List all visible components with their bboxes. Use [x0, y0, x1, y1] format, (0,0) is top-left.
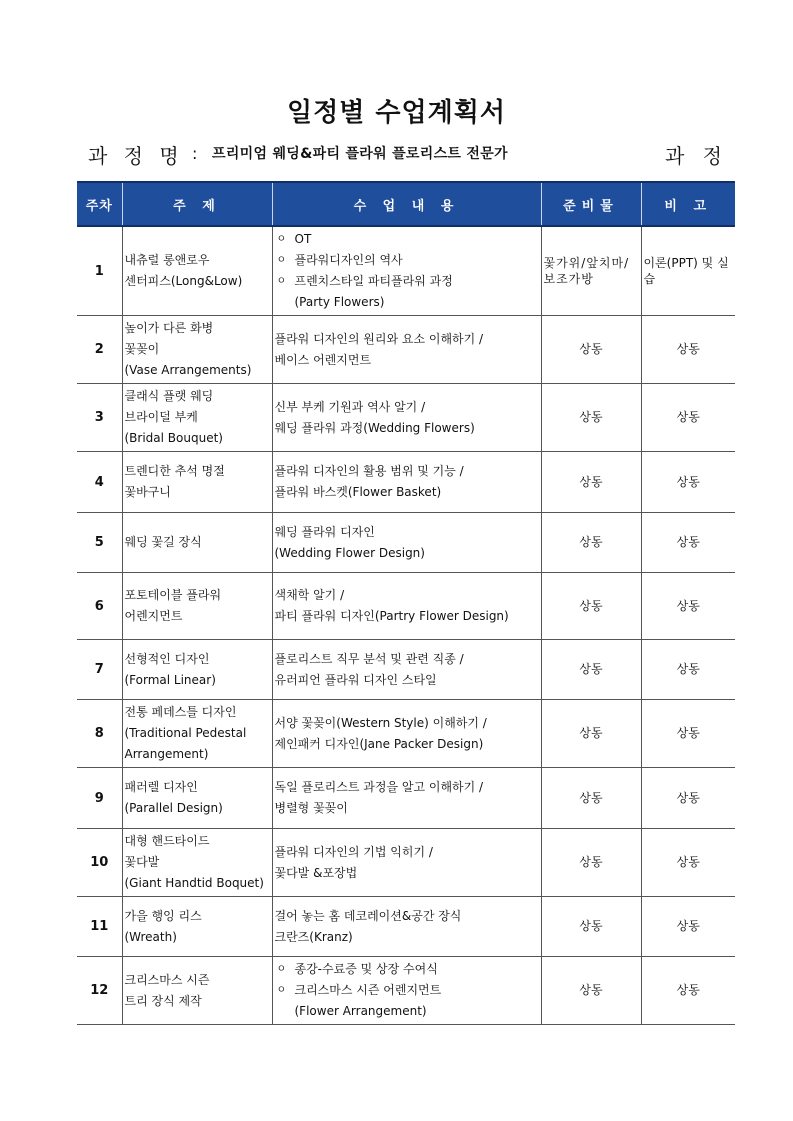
content-line: 플라워 디자인의 원리와 요소 이해하기 /: [274, 331, 484, 346]
content-continuation: (Flower Arrangement): [294, 1004, 427, 1018]
content-cell: [272, 316, 541, 384]
notes-cell: 상동: [641, 768, 735, 829]
content-cell: [272, 768, 541, 829]
table-row: [77, 700, 735, 768]
table-row: [77, 829, 735, 897]
notes-cell: 상동: [641, 573, 735, 640]
week-cell: 1: [77, 226, 122, 316]
topic-line: (Traditional Pedestal: [124, 726, 247, 740]
table-row: [77, 573, 735, 640]
table-row: [77, 452, 735, 513]
course-name: 프리미엄 웨딩&파티 플라워 플로리스트 전문가: [212, 146, 508, 162]
topic-cell: [122, 513, 272, 573]
week-cell: 4: [77, 452, 122, 513]
content-cell: [272, 829, 541, 897]
topic-line: Arrangement): [124, 747, 209, 761]
content-bullet: ㅇ 종강-수료증 및 상장 수여식: [275, 959, 539, 980]
week-cell: 10: [77, 829, 122, 897]
header-materials: 준비물: [541, 182, 641, 226]
content-cell: [272, 700, 541, 768]
materials-cell: 상동: [541, 700, 641, 768]
notes-cell: 상동: [641, 513, 735, 573]
table-row: [77, 640, 735, 700]
content-line: 독일 플로리스트 과정을 알고 이해하기 /: [274, 780, 484, 794]
notes-cell: 상동: [641, 897, 735, 957]
content-line: 베이스 어렌지먼트: [274, 352, 372, 367]
topic-line: (Vase Arrangements): [124, 363, 252, 377]
notes-cell: 상동: [641, 316, 735, 384]
materials-cell: 상동: [541, 316, 641, 384]
week-cell: 5: [77, 513, 122, 573]
topic-line: 전통 페데스틀 디자인: [124, 705, 237, 719]
topic-cell: [122, 226, 272, 316]
content-bullet: ㅇ 크리스마스 시즌 어렌지먼트: [275, 980, 539, 1001]
materials-cell: 상동: [541, 384, 641, 452]
course-colon: :: [192, 144, 198, 163]
course-suffix: 과 정: [665, 144, 728, 168]
content-cell: [272, 452, 541, 513]
content-cell: [272, 640, 541, 700]
header-content: 수 업 내 용: [272, 182, 541, 226]
content-cell: [272, 957, 541, 1025]
materials-cell: 상동: [541, 829, 641, 897]
topic-line: 내츄럴 롱앤로우: [124, 253, 210, 267]
week-cell: 2: [77, 316, 122, 384]
topic-line: (Bridal Bouquet): [124, 431, 223, 445]
topic-line: 대형 핸드타이드: [124, 834, 210, 848]
topic-line: 트리 장식 제작: [124, 993, 202, 1008]
table-row: [77, 897, 735, 957]
materials-cell: [541, 226, 641, 316]
content-cell: [272, 384, 541, 452]
content-line: 병렬형 꽃꽂이: [274, 801, 348, 815]
topic-cell: [122, 829, 272, 897]
materials-cell: 상동: [541, 957, 641, 1025]
topic-line: 웨딩 꽃길 장식: [124, 535, 202, 549]
topic-line: (Formal Linear): [124, 672, 216, 687]
content-line: 색채학 알기 /: [274, 588, 345, 602]
notes-cell: [641, 226, 735, 316]
week-cell: 11: [77, 897, 122, 957]
content-cell: [272, 897, 541, 957]
content-line: 플라워 디자인의 활용 범위 및 기능 /: [274, 464, 464, 478]
topic-cell: [122, 452, 272, 513]
content-line: 유러피언 플라워 디자인 스타일: [274, 672, 437, 687]
week-cell: 12: [77, 957, 122, 1025]
notes-cell: 상동: [641, 452, 735, 513]
topic-line: (Wreath): [124, 929, 177, 944]
topic-cell: [122, 897, 272, 957]
content-line: 플라워 디자인의 기법 익히기 /: [274, 844, 433, 859]
topic-cell: [122, 768, 272, 829]
topic-line: 패러렐 디자인: [124, 780, 198, 794]
materials-cell: 상동: [541, 573, 641, 640]
course-label: 과 정 명: [88, 144, 184, 168]
topic-line: 가을 행잉 리스: [124, 908, 202, 923]
topic-line: 트렌디한 추석 명절: [124, 464, 225, 478]
document-title: 일정별 수업계획서: [287, 98, 506, 128]
topic-cell: [122, 640, 272, 700]
content-line: 신부 부케 기원과 역사 알기 /: [274, 399, 426, 414]
content-continuation: (Party Flowers): [294, 295, 385, 309]
topic-line: 크리스마스 시즌: [124, 972, 210, 987]
table-header-row: [77, 182, 735, 226]
materials-cell: 상동: [541, 452, 641, 513]
topic-line: 높이가 다른 화병: [124, 321, 214, 335]
content-line: 플로리스트 직무 분석 및 관련 직종 /: [274, 651, 464, 666]
notes-cell: 상동: [641, 957, 735, 1025]
week-cell: 9: [77, 768, 122, 829]
table-row: [77, 226, 735, 316]
topic-line: 선형적인 디자인: [124, 651, 210, 666]
content-cell: [272, 573, 541, 640]
content-line: 웨딩 플라워 디자인: [274, 524, 375, 539]
materials-cell: 상동: [541, 640, 641, 700]
week-cell: 3: [77, 384, 122, 452]
topic-line: 포토테이블 플라워: [124, 588, 222, 602]
content-cell: [272, 513, 541, 573]
content-line: 파티 플라워 디자인(Partry Flower Design): [274, 609, 509, 623]
content-line: 꽃다발 &포장법: [274, 865, 358, 880]
notes-cell: 상동: [641, 700, 735, 768]
header-topic: 주 제: [122, 182, 272, 226]
content-bullet: ㅇ 플라워디자인의 역사: [275, 250, 539, 271]
table-row: [77, 513, 735, 573]
topic-line: 클래식 플랫 웨딩: [124, 389, 214, 403]
topic-cell: [122, 700, 272, 768]
content-line: 웨딩 플라워 과정(Wedding Flowers): [274, 420, 475, 435]
table-row: [77, 316, 735, 384]
topic-cell: [122, 384, 272, 452]
week-cell: 7: [77, 640, 122, 700]
topic-line: 브라이덜 부케: [124, 410, 198, 424]
notes-cell: 상동: [641, 384, 735, 452]
topic-line: 꽃다발: [124, 855, 160, 869]
materials-cell: 상동: [541, 768, 641, 829]
course-line: [88, 140, 728, 170]
header-week: 주차: [77, 182, 122, 226]
notes-cell: 상동: [641, 829, 735, 897]
materials-cell: 상동: [541, 513, 641, 573]
materials-cell: 상동: [541, 897, 641, 957]
table-row: [77, 957, 735, 1025]
table-row: [77, 384, 735, 452]
week-cell: 6: [77, 573, 122, 640]
topic-cell: [122, 316, 272, 384]
materials-text: 꽃가위/앞치마/보조가방: [543, 256, 630, 286]
content-cell: [272, 226, 541, 316]
topic-cell: [122, 573, 272, 640]
content-line: 제인패커 디자인(Jane Packer Design): [274, 736, 484, 751]
week-cell: 8: [77, 700, 122, 768]
schedule-table: [77, 181, 735, 1025]
topic-line: 센터피스(Long&Low): [124, 274, 243, 288]
topic-line: 어렌지먼트: [124, 609, 183, 623]
notes-text: 이론(PPT) 및 실습: [643, 256, 729, 286]
topic-line: (Giant Handtid Boquet): [124, 876, 264, 890]
notes-cell: 상동: [641, 640, 735, 700]
topic-line: 꽃바구니: [124, 485, 171, 499]
header-notes: 비 고: [641, 182, 735, 226]
content-line: 서양 꽃꽂이(Western Style) 이해하기 /: [274, 715, 487, 730]
topic-line: (Parallel Design): [124, 801, 223, 815]
content-bullet: ㅇ 프렌치스타일 파티플라워 과정: [275, 271, 539, 292]
content-line: 걸어 놓는 홈 데코레이션&공간 장식: [274, 908, 462, 923]
topic-line: 꽃꽂이: [124, 342, 160, 356]
content-bullet: ㅇ OT: [275, 229, 539, 250]
content-line: 크란즈(Kranz): [274, 929, 353, 944]
content-line: (Wedding Flower Design): [274, 545, 425, 560]
table-row: [77, 768, 735, 829]
topic-cell: [122, 957, 272, 1025]
content-line: 플라워 바스켓(Flower Basket): [274, 485, 442, 499]
